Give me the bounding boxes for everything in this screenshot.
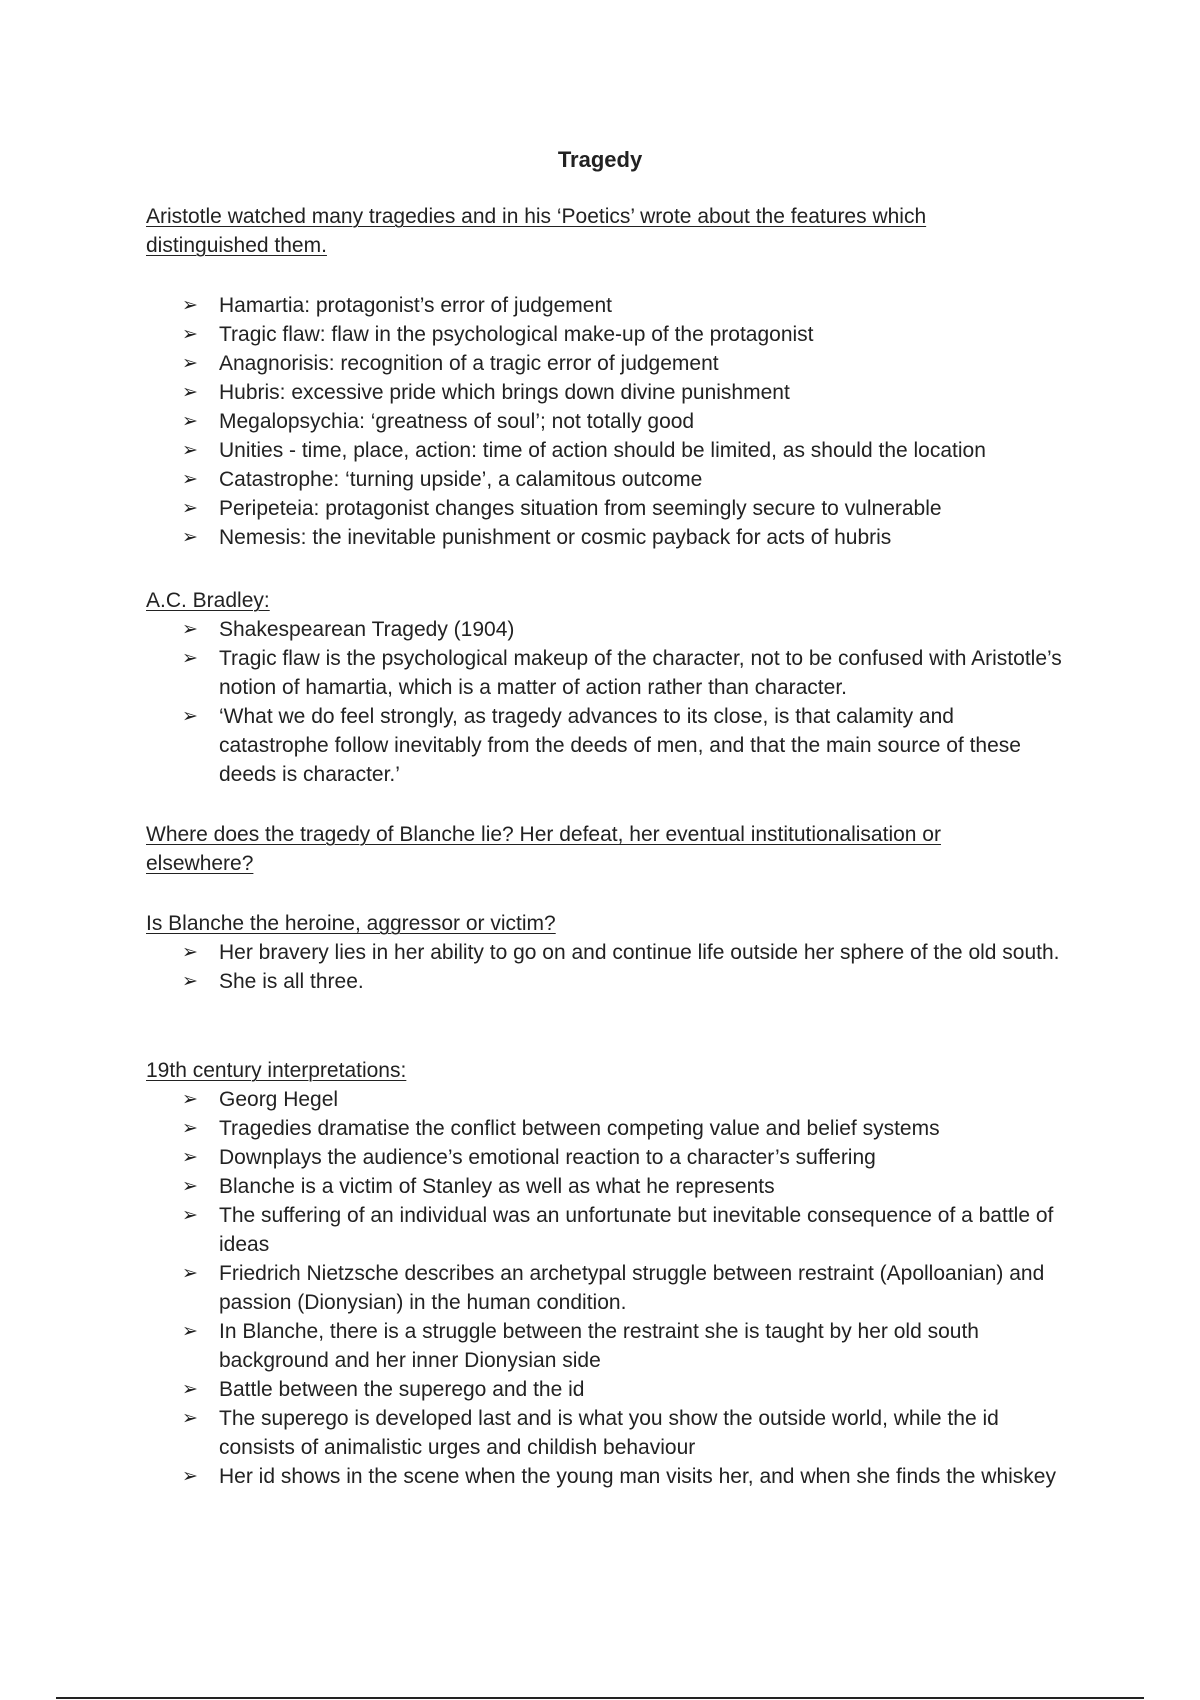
list-item: ➢ Blanche is a victim of Stanley as well as what he represents <box>146 1172 1066 1201</box>
arrow-bullet-icon: ➢ <box>182 1466 198 1487</box>
arrow-bullet-icon: ➢ <box>182 1379 198 1400</box>
list-item: ➢ Tragic flaw is the psychological makeup of the character, not to be confused with Aristotle’s notion of hamartia, which is a matter of action rather than character. <box>146 644 1066 702</box>
blanche-question-paragraph: Where does the tragedy of Blanche lie? Her defeat, her eventual institutionalisation or elsewhere? <box>146 823 941 875</box>
list-item: ➢ Shakespearean Tragedy (1904) <box>146 615 1066 644</box>
arrow-bullet-icon: ➢ <box>182 353 198 374</box>
list-item: ➢ The suffering of an individual was an unfortunate but inevitable consequence of a battle of ideas <box>146 1201 1066 1259</box>
bradley-heading: A.C. Bradley: <box>146 589 270 612</box>
arrow-bullet-icon: ➢ <box>182 382 198 403</box>
arrow-bullet-icon: ➢ <box>182 648 198 669</box>
arrow-bullet-icon: ➢ <box>182 324 198 345</box>
bradley-list <box>146 615 1066 789</box>
list-item: ➢ Anagnorisis: recognition of a tragic error of judgement <box>146 349 1066 378</box>
list-item: ➢ She is all three. <box>146 967 1066 996</box>
list-item: ➢ Downplays the audience’s emotional reaction to a character’s suffering <box>146 1143 1066 1172</box>
arrow-bullet-icon: ➢ <box>182 411 198 432</box>
arrow-bullet-icon: ➢ <box>182 1176 198 1197</box>
arrow-bullet-icon: ➢ <box>182 1408 198 1429</box>
list-item: ➢ Peripeteia: protagonist changes situation from seemingly secure to vulnerable <box>146 494 1066 523</box>
arrow-bullet-icon: ➢ <box>182 1205 198 1226</box>
list-item: ➢ Hubris: excessive pride which brings down divine punishment <box>146 378 1066 407</box>
intro-paragraph: Aristotle watched many tragedies and in his ‘Poetics’ wrote about the features which distinguished them. <box>146 205 927 257</box>
list-item: ➢ Her id shows in the scene when the young man visits her, and when she finds the whiskey <box>146 1462 1066 1491</box>
list-item: ➢ The superego is developed last and is what you show the outside world, while the id consists of animalistic urges and childish behaviour <box>146 1404 1066 1462</box>
arrow-bullet-icon: ➢ <box>182 1263 198 1284</box>
arrow-bullet-icon: ➢ <box>182 1089 198 1110</box>
arrow-bullet-icon: ➢ <box>182 1321 198 1342</box>
list-item: ➢ Tragedies dramatise the conflict between competing value and belief systems <box>146 1114 1066 1143</box>
arrow-bullet-icon: ➢ <box>182 469 198 490</box>
aristotle-features-list <box>146 291 1066 552</box>
arrow-bullet-icon: ➢ <box>182 1118 198 1139</box>
page-title: Tragedy <box>557 147 643 172</box>
nineteenth-century-list <box>146 1085 1066 1491</box>
arrow-bullet-icon: ➢ <box>182 619 198 640</box>
list-item: ➢ Georg Hegel <box>146 1085 1066 1114</box>
list-item: ➢ Megalopsychia: ‘greatness of soul’; not totally good <box>146 407 1066 436</box>
list-item: ➢ Unities - time, place, action: time of action should be limited, as should the location <box>146 436 1066 465</box>
arrow-bullet-icon: ➢ <box>182 1147 198 1168</box>
heroine-heading: Is Blanche the heroine, aggressor or victim? <box>146 912 556 935</box>
nineteenth-century-heading: 19th century interpretations: <box>146 1059 407 1082</box>
arrow-bullet-icon: ➢ <box>182 706 198 727</box>
arrow-bullet-icon: ➢ <box>182 527 198 548</box>
list-item: ➢ In Blanche, there is a struggle between the restraint she is taught by her old south background and her inner Dionysian side <box>146 1317 1066 1375</box>
list-item: ➢ ‘What we do feel strongly, as tragedy advances to its close, is that calamity and catastrophe follow inevitably from the deeds of men, and that the main source of these deeds is character.’ <box>146 702 1066 789</box>
list-item: ➢ Nemesis: the inevitable punishment or cosmic payback for acts of hubris <box>146 523 1066 552</box>
heroine-list <box>146 938 1066 996</box>
arrow-bullet-icon: ➢ <box>182 440 198 461</box>
list-item: ➢ Her bravery lies in her ability to go on and continue life outside her sphere of the old south. <box>146 938 1066 967</box>
list-item: ➢ Hamartia: protagonist’s error of judgement <box>146 291 1066 320</box>
list-item: ➢ Friedrich Nietzsche describes an archetypal struggle between restraint (Apolloanian) and passion (Dionysian) in the human condition. <box>146 1259 1066 1317</box>
arrow-bullet-icon: ➢ <box>182 295 198 316</box>
list-item: ➢ Catastrophe: ‘turning upside’, a calamitous outcome <box>146 465 1066 494</box>
arrow-bullet-icon: ➢ <box>182 942 198 963</box>
footer-divider <box>56 1697 1144 1699</box>
list-item: ➢ Battle between the superego and the id <box>146 1375 1066 1404</box>
arrow-bullet-icon: ➢ <box>182 971 198 992</box>
list-item: ➢ Tragic flaw: flaw in the psychological make-up of the protagonist <box>146 320 1066 349</box>
arrow-bullet-icon: ➢ <box>182 498 198 519</box>
